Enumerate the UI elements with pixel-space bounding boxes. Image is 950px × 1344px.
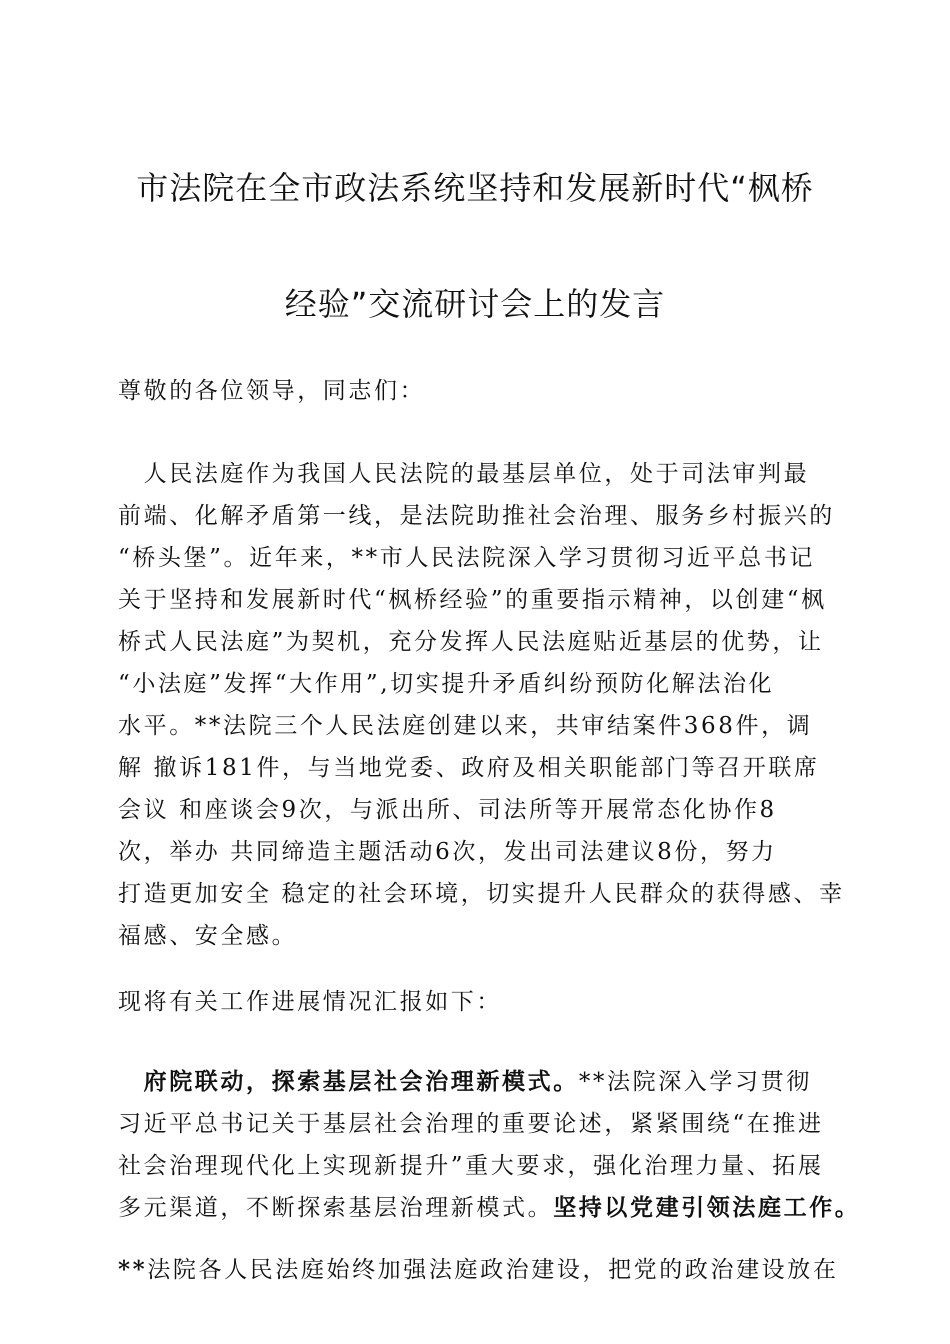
intro-line: 前端、化解矛盾第一线，是法院助推社会治理、服务乡村振兴的 [118, 503, 835, 529]
redacted-name-mark: ** [118, 1256, 148, 1283]
section1-line: 社会治理现代化上实现新提升”重大要求，强化治理力量、拓展 [118, 1153, 824, 1179]
section1-line: 习近平总书记关于基层社会治理的重要论述，紧紧围绕“在推进 [118, 1111, 824, 1137]
section1-subheading: 坚持以党建引领法庭工作。 [553, 1194, 861, 1221]
report-lead: 现将有关工作进展情况汇报如下： [118, 989, 502, 1015]
intro-line: 次，举办 共同缔造主题活动6次，发出司法建议8份，努力 [118, 839, 777, 865]
document-title-line-1: 市法院在全市政法系统坚持和发展新时代“枫桥 [136, 169, 814, 207]
section1-line-5 [118, 1251, 838, 1284]
section1-line-4-text: 多元渠道，不断探索基层治理新模式。 [118, 1195, 554, 1221]
intro-line: 关于坚持和发展新时代“枫桥经验”的重要指示精神，以创建“枫 [118, 587, 827, 613]
section1-line-1 [118, 1063, 812, 1096]
intro-line: 人民法庭作为我国人民法院的最基层单位，处于司法审判最 [118, 461, 810, 487]
intro-line: “桥头堡”。近年来，**市人民法院深入学习贯彻习近平总书记 [118, 545, 815, 571]
section1-line-5-text: 法院各人民法庭始终加强法庭政治建设，把党的政治建设放在 [147, 1257, 839, 1283]
intro-line: 会议 和座谈会9次，与派出所、司法所等开展常态化协作8 [118, 797, 777, 823]
salutation: 尊敬的各位领导，同志们： [118, 378, 426, 404]
intro-line: 打造更加安全 稳定的社会环境，切实提升人民群众的获得感、幸 [118, 881, 845, 907]
intro-line: 水平。**法院三个人民法庭创建以来，共审结案件368件，调 [118, 713, 813, 739]
intro-line: 福感、安全感。 [118, 923, 298, 949]
section1-first-line-rest: **法院深入学习贯彻 [578, 1069, 812, 1095]
section1-line-4 [118, 1189, 860, 1222]
intro-line: “小法庭”发挥“大作用”,切实提升矛盾纠纷预防化解法治化 [118, 671, 775, 697]
intro-line: 桥式人民法庭”为契机，充分发挥人民法庭贴近基层的优势，让 [118, 629, 824, 655]
section1-heading: 府院联动，探索基层社会治理新模式。 [143, 1068, 579, 1095]
intro-line: 解 撤诉181件，与当地党委、政府及相关职能部门等召开联席 [118, 755, 820, 781]
document-title-line-2: 经验”交流研讨会上的发言 [284, 285, 666, 323]
